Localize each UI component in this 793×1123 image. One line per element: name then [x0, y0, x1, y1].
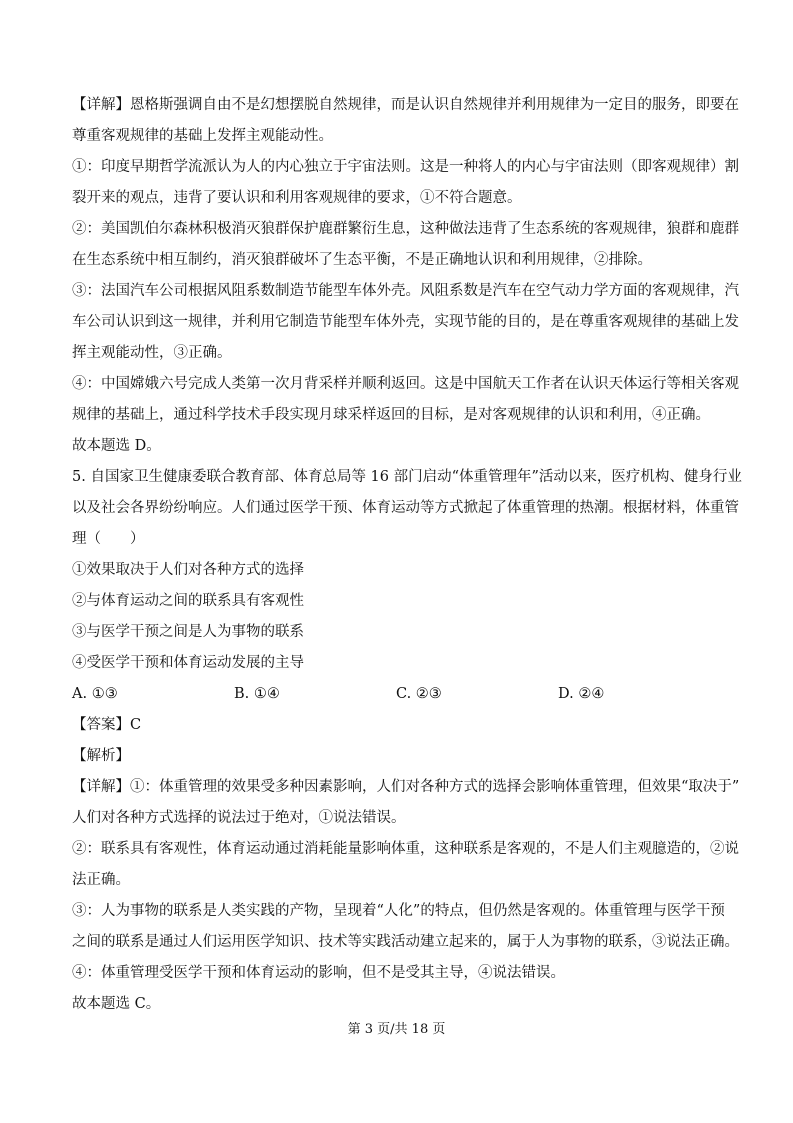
text-line: ①：印度早期哲学流派认为人的内心独立于宇宙法则。这是一种将人的内心与宇宙法则（即客观规律）割 [72, 159, 739, 175]
statement-item: ③与医学干预之间是人为事物的联系 [72, 624, 304, 640]
text-line: 之间的联系是通过人们运用医学知识、技术等实践活动建立起来的，属于人为事物的联系，③说法正确。 [72, 934, 739, 950]
text-line: 尊重客观规律的基础上发挥主观能动性。 [72, 128, 333, 144]
text-line: 故本题选 D。 [72, 438, 161, 454]
option-c: C. ②③ [396, 686, 442, 702]
text-line: ④：中国嫦娥六号完成人类第一次月背采样并顺利返回。这是中国航天工作者在认识天体运行等相关客观 [72, 376, 739, 392]
statement-item: ④受医学干预和体育运动发展的主导 [72, 655, 304, 671]
text-line: 挥主观能动性，③正确。 [72, 345, 232, 361]
question-stem: 理（ ） [72, 531, 145, 547]
question-stem: 5. 自国家卫生健康委联合教育部、体育总局等 16 部门启动“体重管理年”活动以来，医疗机构、健身行业 [72, 469, 742, 485]
text-line: ④：体重管理受医学干预和体育运动的影响，但不是受其主导，④说法错误。 [72, 965, 565, 981]
text-line: ②：联系具有客观性，体育运动通过消耗能量影响体重，这种联系是客观的，不是人们主观臆造的，②说 [72, 841, 739, 857]
analysis-heading: 【解析】 [72, 748, 130, 764]
option-a: A. ①③ [72, 686, 118, 702]
text-line: 法正确。 [72, 872, 130, 888]
statement-item: ①效果取决于人们对各种方式的选择 [72, 562, 304, 578]
statement-item: ②与体育运动之间的联系具有客观性 [72, 593, 304, 609]
text-line: 车公司认识到这一规律，并利用它制造节能型车体外壳，实现节能的目的，是在尊重客观规律的基础上发 [72, 314, 739, 330]
text-line: 故本题选 C。 [72, 996, 161, 1012]
option-d: D. ②④ [558, 686, 605, 702]
text-line: ②：美国凯伯尔森林积极消灭狼群保护鹿群繁衍生息，这种做法违背了生态系统的客观规律，狼群和鹿群 [72, 221, 739, 237]
text-line: 在生态系统中相互制约，消灭狼群破坏了生态平衡，不是正确地认识和利用规律，②排除。 [72, 252, 652, 268]
document-body [72, 90, 742, 1020]
text-line: 人们对各种方式选择的说法过于绝对，①说法错误。 [72, 810, 406, 826]
question-stem: 以及社会各界纷纷响应。人们通过医学干预、体育运动等方式掀起了体重管理的热潮。根据材料，体重管 [72, 500, 739, 516]
text-line: 裂开来的观点，违背了要认识和利用客观规律的要求，①不符合题意。 [72, 190, 522, 206]
text-line: ③：法国汽车公司根据风阻系数制造节能型车体外壳。风阻系数是汽车在空气动力学方面的客观规律，汽 [72, 283, 739, 299]
option-b: B. ①④ [234, 686, 280, 702]
text-line: 【详解】恩格斯强调自由不是幻想摆脱自然规律，而是认识自然规律并利用规律为一定目的服务，即要在 [72, 97, 739, 113]
text-line: 【详解】①：体重管理的效果受多种因素影响，人们对各种方式的选择会影响体重管理，但效果“取决于” [72, 779, 740, 795]
page-number: 第 3 页/共 18 页 [347, 1022, 446, 1037]
text-line: ③：人为事物的联系是人类实践的产物，呈现着“人化”的特点，但仍然是客观的。体重管理与医学干预 [72, 903, 725, 919]
text-line: 规律的基础上，通过科学技术手段实现月球采样返回的目标，是对客观规律的认识和利用，④正确。 [72, 407, 710, 423]
answer-line: 【答案】C [72, 717, 142, 733]
answer-options [72, 679, 722, 710]
